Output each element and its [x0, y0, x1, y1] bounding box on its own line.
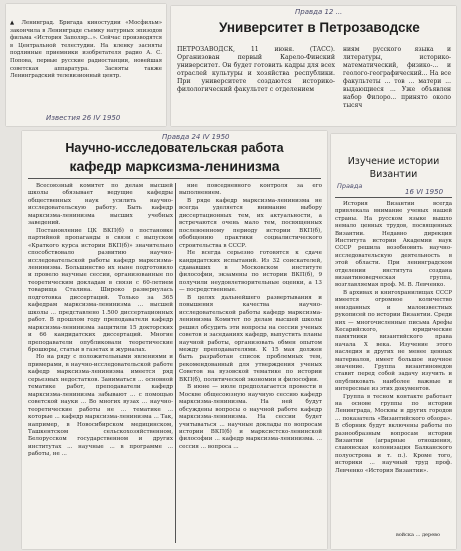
brief-text: ▲ Ленинград. Бригада киностудии «Мосфильм» закончила в Ленинграде съемку натурных эпизодов фильма «История Заполяр...». Сейчас производятся в Центральной телестудии. На кленку засняты подлинные приемники изобретателя радио А. С. Попова, первые русские радиостанции, новейшая советская аппаратура. Засняты также Ленинградский телевизионный центр.: [10, 20, 162, 80]
handwritten-date-note: Правда 24 IV 1950: [162, 133, 230, 141]
article-headline-line-2: Византии: [369, 169, 418, 180]
paragraph: ние повседневного контроля за его выполнением.: [179, 183, 322, 197]
handwritten-source-note: Правда: [337, 182, 363, 190]
clipping-leningrad-brief: [6, 4, 166, 126]
paragraph: В целях дальнейшего развертывания и повышения качества научно-исследовательской работы кафедр марксизма-ленинизма Комитет по делам высшей школы решил обсудить эти вопросы на сессии ученых советов и заседаниях кафедр, выпустить планы научной работы, организовать обмен опытом между преподавателями. К 15 мая должен быть разработан список проблемных тем, рекомендованный для утверждения ученых Советов на вузовской тематике по истории ВКП(б), политической экономии и философии.: [179, 294, 322, 383]
article-column-1: [28, 183, 173, 545]
article-text-column-2: ниям русского языка и литературы, историко-математический, физико-... и геолого-географический... На все факультеты ... тов ... матери ... выдающиеся ... Уже объявлен набор Филоро... принято около тысяч: [343, 46, 451, 109]
article-headline: Университет в Петрозаводске: [219, 20, 420, 35]
clipping-marxism-leninism-research: [22, 131, 327, 549]
paragraph: История Византии всегда привлекала внимание ученых нашей страны. На русском языке вышло немало ценных трудов, посвященных Византии. Недавно дирекция Института истории Академии наук СССР решила возобновить научно-исследовательскую деятельность в этой области. При ленинградском отделении института создана византиноведческая группа, возглавляемая проф. М. В. Левченко.: [335, 201, 452, 289]
article-text-column-1: ПЕТРОЗАВОДСК, 11 июня. (ТАСС). Организован первый Карело-Финский университет. Он будет готовить кадры для всех отраслей культуры и хозяйства республики. При университете создаются историко-филологический факультет с отделением: [177, 46, 335, 93]
paragraph: Группа в тесном контакте работает на основе группы по истории Ленинграда, Москвы и других городов ... показатель «Византийского обзора». В сборник будут включены работы по разнообразным вопросам истории Византии (аграрные отношения, славянская колонизация Балканского полуострова и т. п.). Кроме того, историки ... научный труд проф. Левченко «История Византии».: [335, 393, 452, 474]
footer-fragment: войска ... дерево: [395, 532, 441, 538]
article-headline-line-1: Изучение истории: [347, 156, 440, 167]
paragraph: В архивах и книгохранилищах СССР имеется огромное количество неизданных и малоизвестных рукописей по истории Византии. Среди них — многочисленные письма Арефы Кесарийского, юридические памятники византийского права начала X века. Изучение этого наследия и других не менее ценных материалов, имеет большое научное значение. Группа византиноведов ставит перед собой задачу изучить и опубликовать наиболее важные и интересные из этих документов.: [335, 289, 452, 393]
paragraph: Всесоюзный комитет по делам высшей школы обязывает ведущие кафедры общественных наук усилить научно-исследовательскую работу. Быть кафедр марксизма-ленинизма высших учебных заведений.: [28, 183, 173, 227]
headline-rule: [28, 178, 321, 179]
paragraph: Не всегда серьезно готовятся к сдаче кандидатских испытаний. Из 32 соискателей, сдававших в Московском институте философии, экзамены по истории ВКП(б), 9 получили неудовлетворительные оценки, а 13 — посредственные.: [179, 250, 322, 294]
handwritten-date-note: Известия 26 IV 1950: [46, 114, 121, 122]
paragraph: Постановление ЦК ВКП(б) о постановке партийной пропаганды в связи с выпуском «Краткого курса истории ВКП(б)» значительно способствовало развитию научно-исследовательской работы кафедр марксизма-ленинизма. Большинство их ныне подготовило и провело научные сессии, организованные по теоретическим докладам в связи с 60-летием товарища Сталина. Широко развернулась подготовка диссертаций. Только за 365 кафедрам марксизма-ленинизма ... высшей школы ... представлено 1.500 диссертационных работ. В прошлом году преподаватели кафедр марксизма-ленинизма защитили 15 докторских и 66 кандидатских диссертаций. Многие преподаватели опубликовали теоретические брошюры, статьи в газетах и журналах.: [28, 227, 173, 353]
column-divider: [175, 183, 176, 543]
clipping-petrozavodsk-university: [171, 6, 456, 126]
paragraph: Но на ряду с положительными явлениями и примерами, в научно-исследовательской работе кафедр марксизма-ленинизма имеется ряд серьезных недостатков. Заниматься ... основной тематике работ, преподаватели кафедр марксизма-ленинизма забывают ... с помощью советской науки ... Во многих вузах ... научно-теоретические работы не ... тематике ... которые ... кафедр марксизма-ленинизма ... Так, например, в Новосибирском медицинском, Ташкентском сельскохозяйственном, Белорусском государственном и других институтах ... научные ... в программе ... работы, не ...: [28, 354, 173, 458]
article-column: [335, 201, 452, 529]
handwritten-date-note: 16 VI 1950: [405, 188, 444, 196]
handwritten-source-note: Правда 12 ...: [295, 8, 343, 16]
headline-rule: [335, 197, 452, 198]
clipping-byzantium-history: [331, 134, 456, 549]
paragraph: В ряде кафедр марксизма-ленинизма не всегда уделяется внимание выбору диссертационных тем, их актуальности, а встречаются очень мало тем, посвященных послевоенному периоду истории ВКП(б), обобщению практики социалистического строительства в СССР.: [179, 197, 322, 249]
article-headline-line-1: Научно-исследовательская работа: [65, 141, 284, 155]
article-headline-line-2: кафедр марксизма-ленинизма: [69, 158, 280, 174]
article-column-2: [179, 183, 322, 545]
paragraph: В июне — июле предполагается провести в Москве общесоюзную научную сессию кафедр марксизма-ленинизма. На ней будут обсуждены вопросы о научной работе кафедр марксизма-ленинизма. На сессии будет учитываться ... научные доклады по вопросам истории ВКП(б) и марксистско-ленинской философии ... кафедр марксизма-ленинизма. ... сессия ... вопроса ...: [179, 384, 322, 450]
